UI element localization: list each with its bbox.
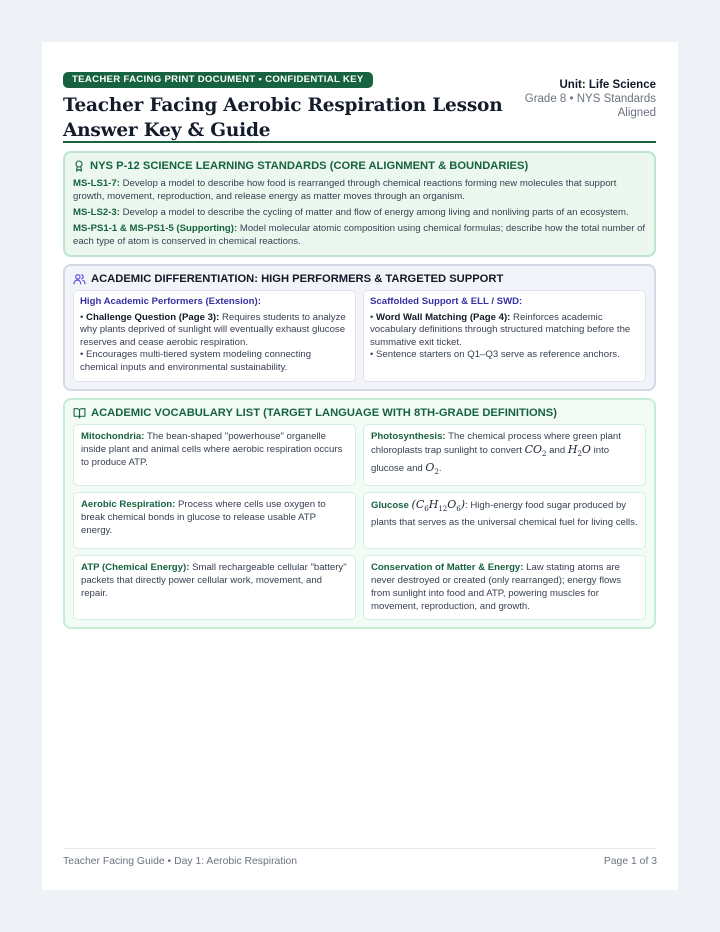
page-footer [63,848,657,867]
document-meta [525,78,656,120]
formula-h2o: $H_2O$ [567,442,591,458]
bullet-label: Word Wall Matching (Page 4): [376,311,511,323]
vocab-card-glucose: Glucose $(C_6H_{12}O_6)$: High-energy food sugar produced by plants that serves as the universal chemical fuel for living cells. [363,492,646,549]
standard-item [73,177,646,203]
vocabulary-heading-text: ACADEMIC VOCABULARY LIST (TARGET LANGUAGE WITH 8TH-GRADE DEFINITIONS) [91,406,557,419]
book-icon [73,407,86,419]
differentiation-section [63,264,656,391]
vocab-card-conservation [363,555,646,620]
standard-code: MS-LS2-3: [73,207,120,218]
vocab-term: Mitochondria: [81,430,145,442]
standard-item [73,222,646,248]
document-page [42,42,678,890]
bullet-text: Encourages multi-tiered system modeling connecting chemical inputs and environmental sustainability. [80,349,312,373]
standards-heading-text: NYS P-12 SCIENCE LEARNING STANDARDS (CORE ALIGNMENT & BOUNDARIES) [90,160,529,172]
standard-code: MS-PS1-1 & MS-PS1-5 (Supporting): [73,223,238,234]
bullet-text: Requires students to analyze why plants deprived of sunlight will eventually exhaust glucose reserves and cease aerobic respiration. [80,311,346,348]
award-icon [73,160,85,172]
differentiation-heading-text: ACADEMIC DIFFERENTIATION: HIGH PERFORMERS & TARGETED SUPPORT [91,273,504,285]
standard-code: MS-LS1-7: [73,178,120,189]
vocab-term: Aerobic Respiration: [81,498,176,510]
vocab-term: Conservation of Matter & Energy: [371,561,524,573]
document-header [63,69,656,143]
document-body [63,69,656,629]
bullet-text: Reinforces academic vocabulary definitions through structured matching before the summative exit ticket. [370,311,631,348]
list-item: • Word Wall Matching (Page 4): Reinforces academic vocabulary definitions through structured matching before the summative exit ticket. [370,311,631,348]
users-icon [73,273,86,285]
vocab-definition: and [549,444,566,456]
vocab-card-photosynthesis [363,424,646,486]
vocabulary-grid [73,424,646,620]
standard-text: Model molecular atomic composition using chemical formulas; describe how the total number of each type of atom is conserved in chemical reactions. [73,223,646,247]
vocab-term: Photosynthesis: [371,430,446,442]
standards-heading [73,159,646,173]
vocab-definition: Process where cells use oxygen to break chemical bonds in glucose to release usable ATP energy. [81,498,326,536]
standard-text: Develop a model to describe how food is rearranged through chemical reactions forming new molecules that support growth, movement, reproduction, and release energy as matter moves through an organism. [73,178,617,202]
vocab-card-mitochondria [73,424,356,486]
vocab-definition: The chemical process where green plant chloroplasts trap sunlight to convert [371,430,621,456]
high-performers-title: High Academic Performers (Extension): [80,296,261,307]
vocab-definition: Law stating atoms are never destroyed or created (only rearranged); energy flows from sunlight into food and ATP, powering muscles for movement, reproduction, and growth. [371,561,622,612]
document-title: Teacher Facing Aerobic Respiration Lesson Answer Key & Guide [63,95,503,141]
differentiation-columns [73,290,646,382]
confidential-badge: TEACHER FACING PRINT DOCUMENT • CONFIDENTIAL KEY [63,72,373,88]
aligned-label: Aligned [617,107,656,119]
vocabulary-heading [73,406,646,420]
formula-glucose: $(C_6H_{12}O_6)$ [411,497,466,514]
unit-label: Unit: Life Science [559,79,656,91]
high-performers-card [73,290,356,382]
list-item: • Encourages multi-tiered system modeling connecting chemical inputs and environmental sustainability. [80,349,312,373]
formula-o2: $O_2$ [425,460,439,476]
bullet-label: Challenge Question (Page 3): [86,311,220,323]
vocab-term: ATP (Chemical Energy): [81,561,190,573]
vocab-definition: into glucose and [371,444,610,474]
footer-guide-label: Teacher Facing Guide • Day 1: Aerobic Respiration [63,856,298,867]
scaffolded-support-title: Scaffolded Support & ELL / SWD: [370,296,523,307]
list-item: • Sentence starters on Q1–Q3 serve as reference anchors. [370,349,620,361]
vocab-definition: High-energy food sugar produced by plants that serves as the universal chemical fuel for living cells. [371,499,638,529]
vocab-card-atp [73,555,356,620]
page-number: Page 1 of 3 [603,856,657,867]
vocab-card-aerobic-respiration [73,492,356,549]
bullet-text: Sentence starters on Q1–Q3 serve as reference anchors. [376,349,620,361]
standard-item [73,206,646,219]
formula-co2: $CO_2$ [524,442,547,458]
vocab-term: Glucose [371,499,409,511]
vocabulary-section [63,398,656,629]
vocab-definition: Small rechargeable cellular "battery" packets that directly power cellular work, movement, and repair. [81,561,347,599]
differentiation-heading [73,272,646,286]
vocab-definition: . [438,462,442,474]
list-item: • Challenge Question (Page 3): Requires students to analyze why plants deprived of sunlight will eventually exhaust glucose reserves and cease aerobic respiration. [80,311,346,348]
standard-text: Develop a model to describe the cycling of matter and flow of energy among living and nonliving parts of an ecosystem. [122,207,629,218]
grade-label: Grade 8 • NYS Standards [524,93,656,105]
vocab-definition: The bean-shaped "powerhouse" organelle inside plant and animal cells where aerobic respiration occurs to produce ATP. [81,430,343,468]
standards-section [63,151,656,257]
scaffolded-support-card [363,290,646,382]
